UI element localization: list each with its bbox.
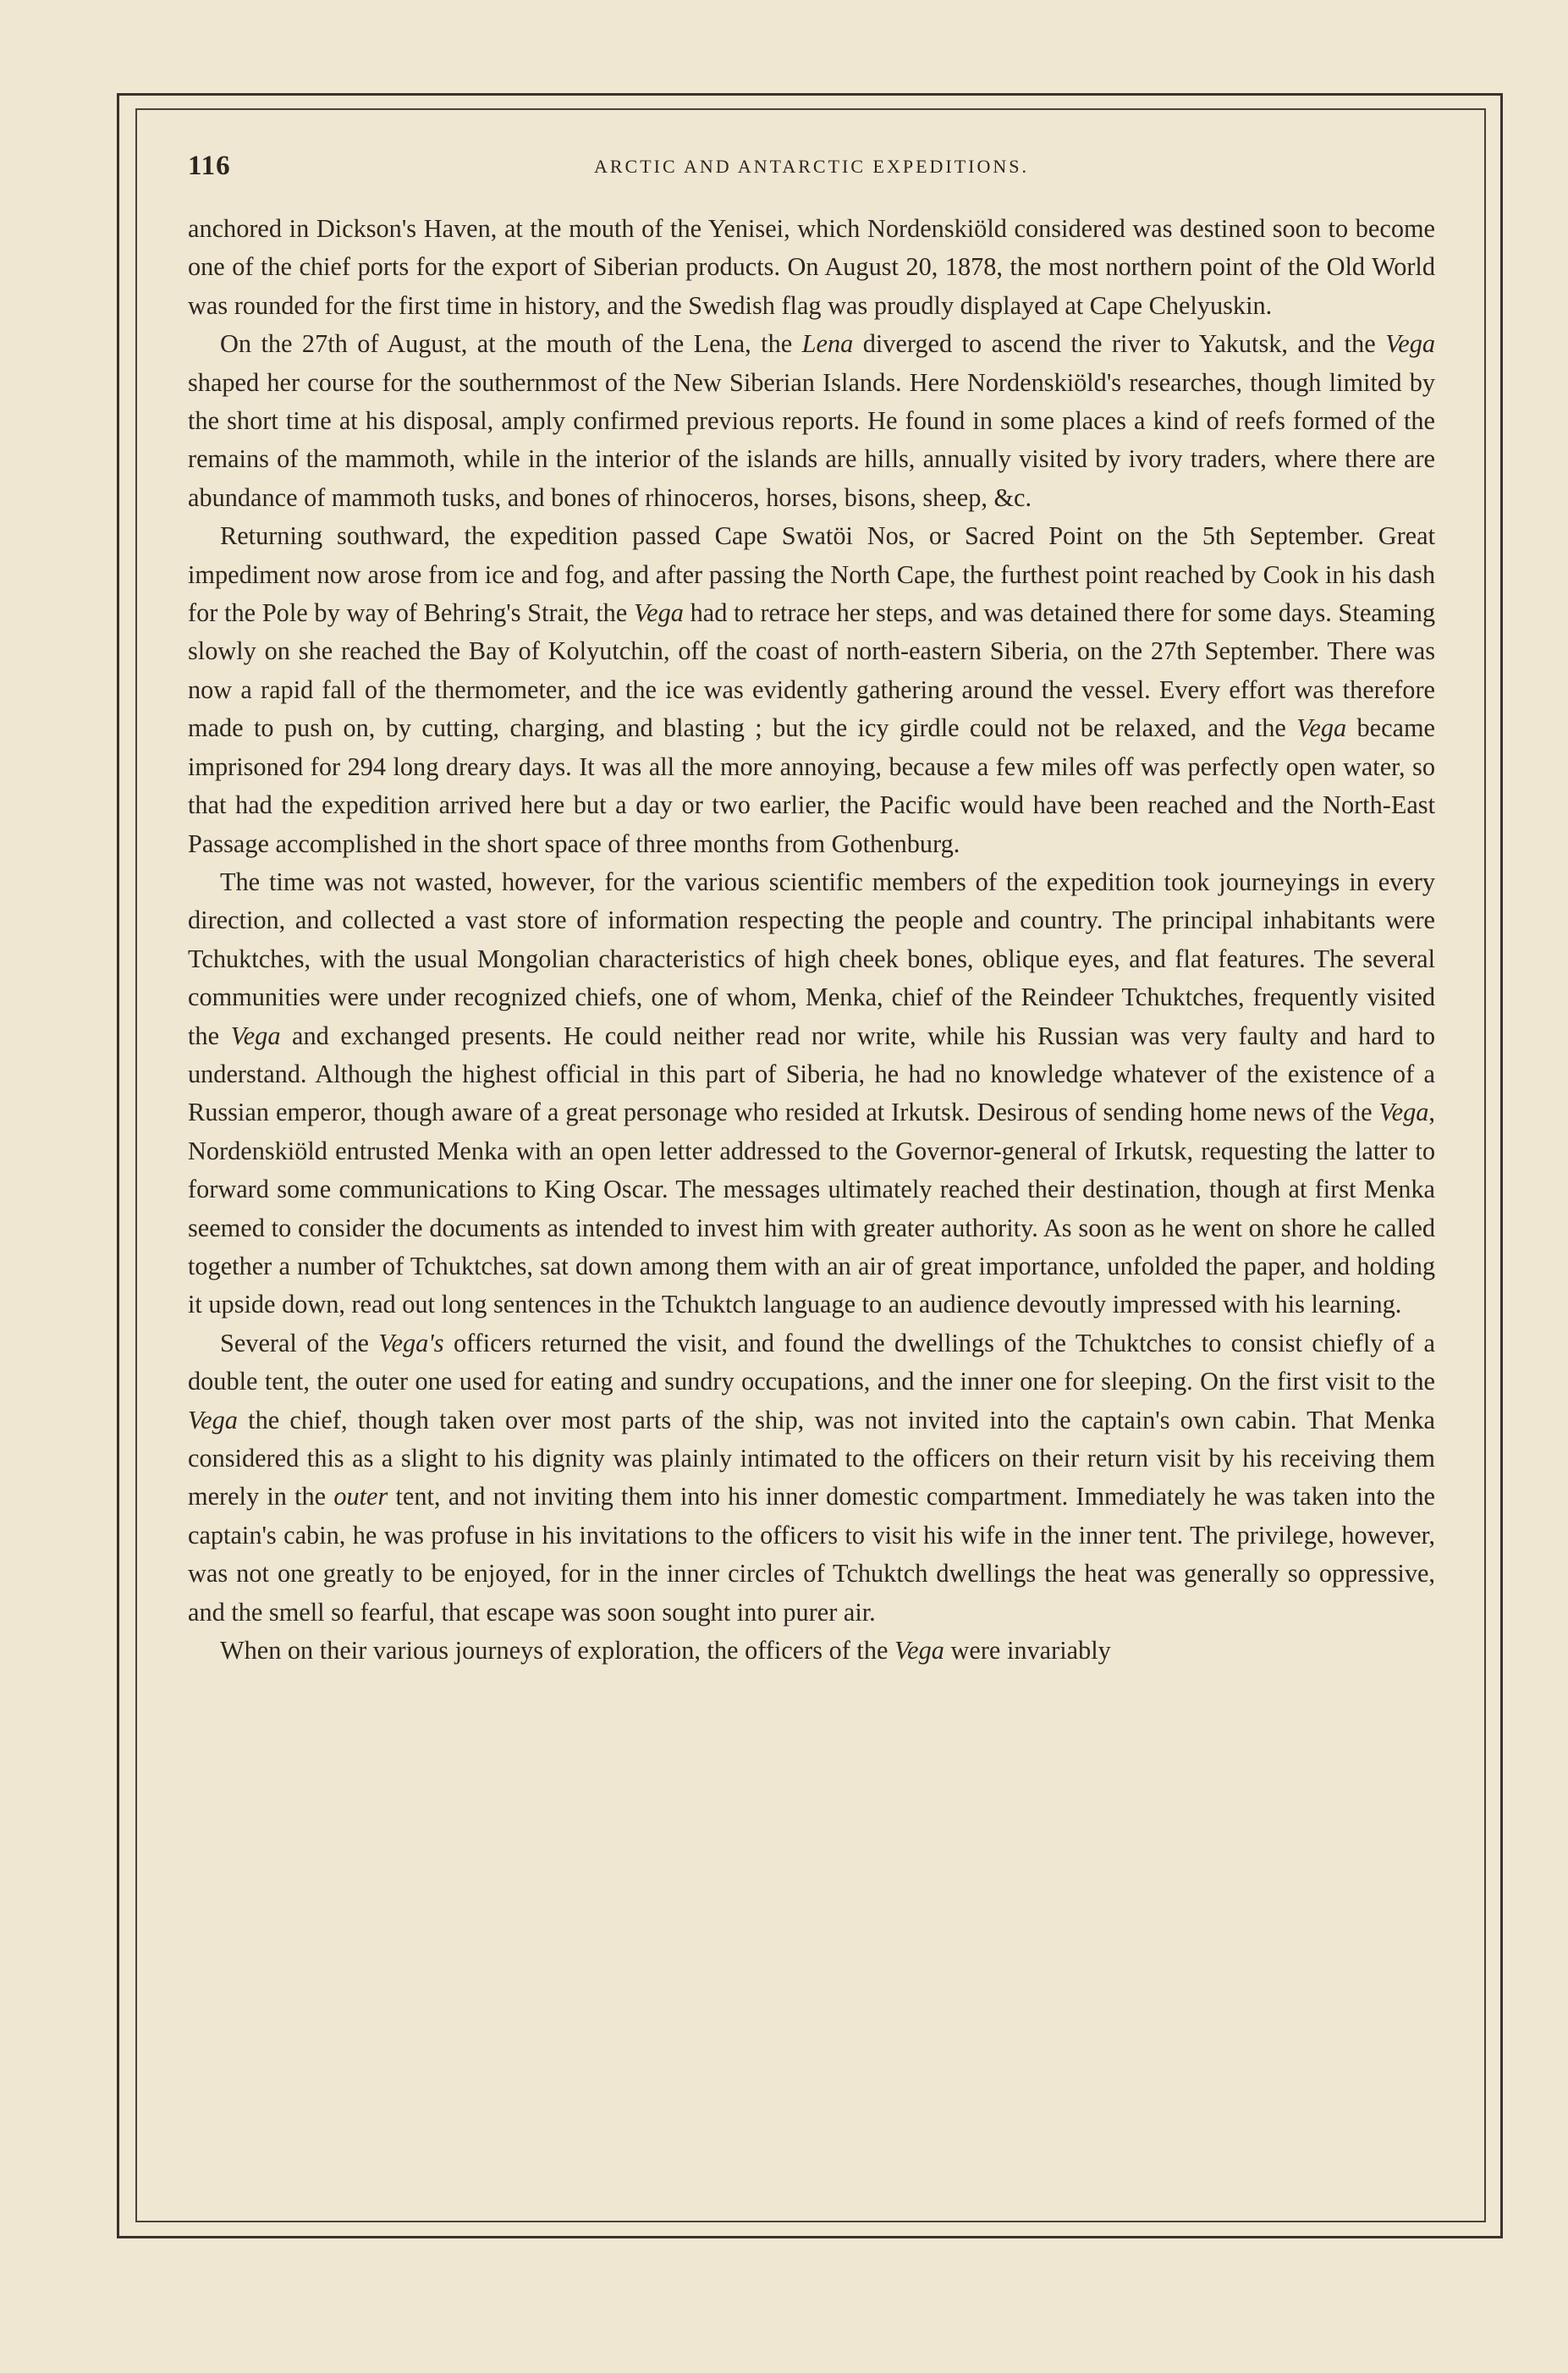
italic-text: Vega: [894, 1636, 944, 1666]
paragraph: [188, 1324, 1435, 1632]
text-run: Several of the: [220, 1328, 379, 1357]
italic-text: Vega: [1378, 1098, 1429, 1127]
text-run: The time was not wasted, however, for the various scientific members of the expedition took journeyings in every direction, and collected a vast store of information respecting the people and country. The principal inhabitants were Tchuktches, with the usual Mongolian characteristics of high cheek bones, oblique eyes, and flat features. The several communities were under recognized chiefs, one of whom, Menka, chief of the Reindeer Tchuktches, frequently visited the: [188, 867, 1435, 1050]
paragraph: [188, 210, 1435, 325]
paragraph: [188, 517, 1435, 863]
italic-text: Lena: [801, 329, 854, 359]
body-text: [188, 210, 1435, 1670]
italic-text: Vega: [230, 1021, 281, 1050]
page-number: 116: [188, 151, 231, 181]
italic-text: Vega: [1296, 713, 1347, 743]
italic-text: Vega: [188, 1405, 238, 1434]
text-run: shaped her course for the southernmost of the New Siberian Islands. Here Nordenskiöld's researches, though limited by the short time at his disposal, amply confirmed previous reports. He found in some places a kind of reefs formed of the remains of the mammoth, while in the interior of the islands are hills, annually visited by ivory traders, where there are abundance of mammoth tusks, and bones of rhinoceros, horses, bisons, sheep, &c.: [188, 367, 1435, 512]
text-run: tent, and not inviting them into his inner domestic compartment. Immediately he was taken into the captain's cabin, he was profuse in his invitations to the officers to visit his wife in the inner tent. The privilege, however, was not one greatly to be enjoyed, for in the inner circles of Tchuktch dwellings the heat was generally so oppressive, and the smell so fearful, that escape was soon sought into purer air.: [188, 1482, 1436, 1627]
running-head: ARCTIC AND ANTARCTIC EXPEDITIONS.: [593, 156, 1030, 177]
page-content: [188, 151, 1435, 1670]
text-run: officers returned the visit, and found the dwellings of the Tchuktches to consist chiefly of a double tent, the outer one used for eating and sundry occupations, and the inner one for sleeping. On the first visit to the: [188, 1328, 1436, 1396]
italic-text: Vega's: [378, 1328, 444, 1357]
text-run: anchored in Dickson's Haven, at the mouth of the Yenisei, which Nordenskiöld considered was destined soon to become one of the chief ports for the export of Siberian products. On August 20, 1878, the most northern point of the Old World was rounded for the first time in history, and the Swedish flag was proudly displayed at Cape Chelyuskin.: [188, 214, 1435, 320]
text-run: Returning southward, the expedition passed Cape Swatöi Nos, or Sacred Point on the 5th September. Great impediment now arose from ice and fog, and after passing the North Cape, the furthest point reached by Cook in his dash for the Pole by way of Behring's Strait, the: [188, 521, 1435, 628]
paragraph: [188, 1632, 1435, 1670]
text-run: were invariably: [944, 1636, 1111, 1666]
italic-text: outer: [333, 1482, 388, 1511]
text-run: On the 27th of August, at the mouth of the Lena, the: [220, 329, 802, 359]
italic-text: Vega: [1385, 329, 1435, 359]
paragraph: [188, 325, 1435, 517]
italic-text: Vega: [634, 598, 684, 628]
paragraph: [188, 863, 1435, 1324]
text-run: , Nordenskiöld entrusted Menka with an open letter addressed to the Governor-general of Irkutsk, requesting the latter to forward some communications to King Oscar. The messages ultimately reached their destination, though at first Menka seemed to consider the documents as intended to invest him with greater authority. As soon as he went on shore he called together a number of Tchuktches, sat down among them with an air of great importance, unfolded the paper, and holding it upside down, read out long sentences in the Tchuktch language to an audience devoutly impressed with his learning.: [188, 1098, 1435, 1319]
text-run: When on their various journeys of exploration, the officers of the: [220, 1636, 895, 1666]
text-run: diverged to ascend the river to Yakutsk, and the: [853, 329, 1386, 359]
page-header: [188, 151, 1435, 193]
text-run: became imprisoned for 294 long dreary days. It was all the more annoying, because a few miles off was perfectly open water, so that had the expedition arrived here but a day or two earlier, the Pacific would have been reached and the North-East Passage accomplished in the short space of three months from Gothenburg.: [188, 713, 1436, 858]
text-run: and exchanged presents. He could neither read nor write, while his Russian was very faulty and hard to understand. Although the highest official in this part of Siberia, he had no knowledge whatever of the existence of a Russian emperor, though aware of a great personage who resided at Irkutsk. Desirous of sending home news of the: [188, 1021, 1436, 1127]
text-run: had to retrace her steps, and was detained there for some days. Steaming slowly on she reached the Bay of Kolyutchin, off the coast of north-eastern Siberia, on the 27th September. There was now a rapid fall of the thermometer, and the ice was evidently gathering around the vessel. Every effort was therefore made to push on, by cutting, charging, and blasting ; but the icy girdle could not be relaxed, and the: [188, 598, 1435, 743]
text-run: the chief, though taken over most parts of the ship, was not invited into the captain's own cabin. That Menka considered this as a slight to his dignity was plainly intimated to the officers on their return visit by his receiving them merely in the: [188, 1405, 1435, 1511]
